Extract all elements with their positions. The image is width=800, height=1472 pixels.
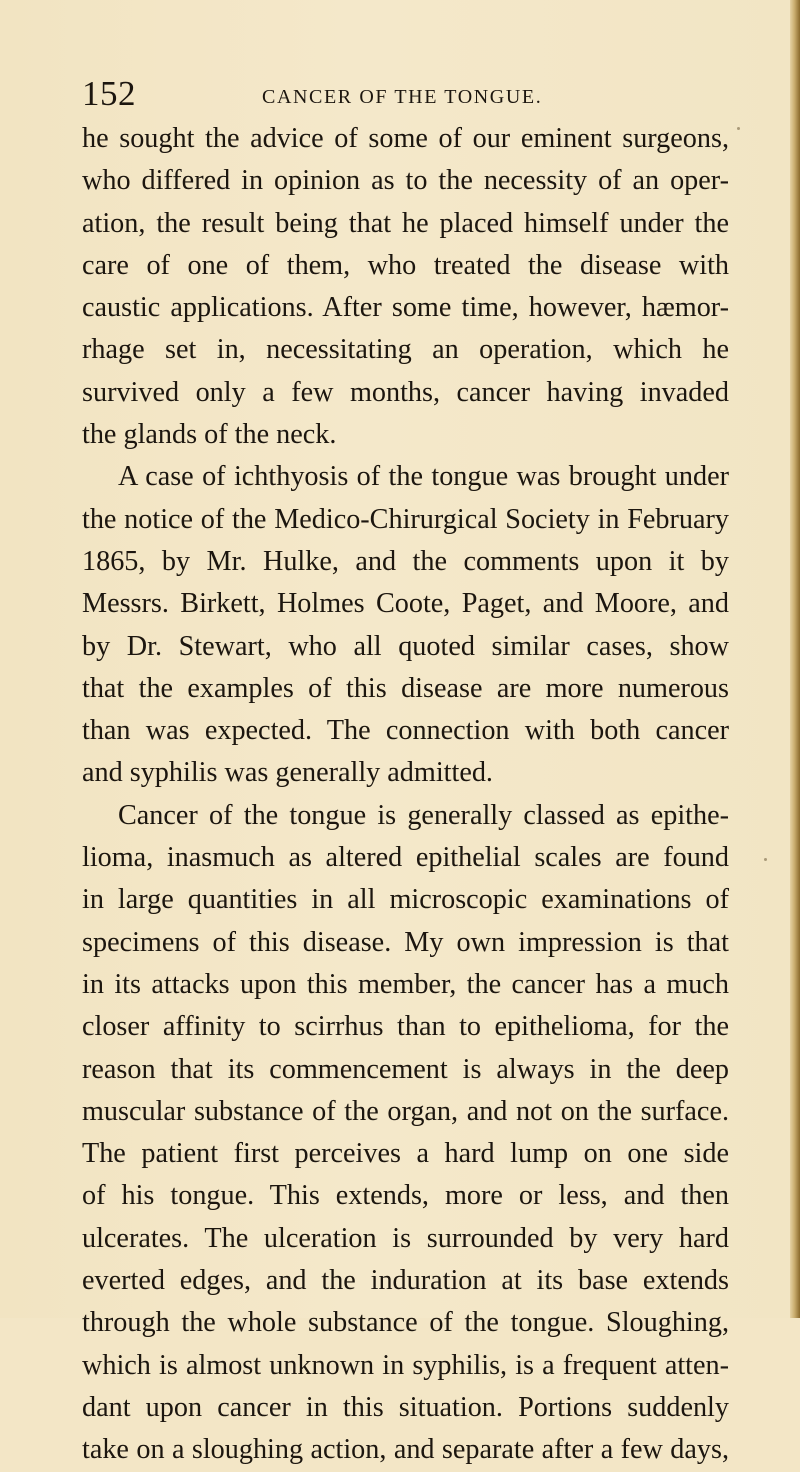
text-line: the notice of the Medico-Chirurgical Society in February	[82, 503, 729, 535]
text-line: 1865, by Mr. Hulke, and the comments upon it by	[82, 545, 729, 577]
text-line: through the whole substance of the tongue. Sloughing,	[82, 1307, 729, 1339]
text-line: A case of ichthyosis of the tongue was brought under	[118, 461, 729, 493]
paper-speck	[764, 858, 767, 861]
text-line: he sought the advice of some of our eminent surgeons,	[82, 123, 729, 154]
text-line: which is almost unknown in syphilis, is a frequent atten-	[82, 1349, 729, 1381]
page-edge-shadow	[790, 0, 800, 1318]
text-line: care of one of them, who treated the disease with	[82, 249, 729, 281]
paper-speck	[737, 127, 740, 130]
text-line: The patient first perceives a hard lump on one side	[82, 1138, 729, 1170]
text-line: in its attacks upon this member, the cancer has a much	[82, 968, 729, 1000]
text-line: survived only a few months, cancer having invaded	[82, 376, 729, 408]
text-line: ation, the result being that he placed himself under the	[82, 207, 729, 239]
text-line: Messrs. Birkett, Holmes Coote, Paget, and Moore, and	[82, 588, 729, 620]
text-line: muscular substance of the organ, and not on the surface.	[82, 1095, 729, 1127]
text-line: ulcerates. The ulceration is surrounded by very hard	[82, 1222, 729, 1254]
text-line: and syphilis was generally admitted.	[82, 757, 493, 789]
text-line: that the examples of this disease are more numerous	[82, 672, 729, 704]
text-line: Cancer of the tongue is generally classed as epithe-	[118, 799, 729, 831]
text-line: in large quantities in all microscopic examinations of	[82, 884, 729, 916]
text-line: by Dr. Stewart, who all quoted similar cases, show	[82, 630, 729, 662]
text-line: than was expected. The connection with both cancer	[82, 715, 729, 747]
text-line: dant upon cancer in this situation. Portions suddenly	[82, 1391, 729, 1423]
text-line: caustic applications. After some time, however, hæmor-	[82, 292, 729, 324]
text-line: reason that its commencement is always in the deep	[82, 1053, 729, 1085]
running-head-title: CANCER OF THE TONGUE.	[262, 86, 543, 108]
text-line: take on a sloughing action, and separate after a few days,	[82, 1434, 729, 1466]
body-text	[82, 118, 729, 1472]
text-line: rhage set in, necessitating an operation, which he	[82, 334, 729, 366]
page-number: 152	[82, 74, 136, 113]
text-line: who differed in opinion as to the necessity of an oper-	[82, 165, 729, 197]
text-line: specimens of this disease. My own impression is that	[82, 926, 729, 958]
text-line: of his tongue. This extends, more or less, and then	[82, 1180, 729, 1212]
text-line: lioma, inasmuch as altered epithelial scales are found	[82, 842, 729, 874]
running-head	[82, 74, 722, 118]
text-line: the glands of the neck.	[82, 419, 337, 451]
text-line: everted edges, and the induration at its base extends	[82, 1265, 729, 1297]
text-line: closer affinity to scirrhus than to epithelioma, for the	[82, 1011, 729, 1043]
